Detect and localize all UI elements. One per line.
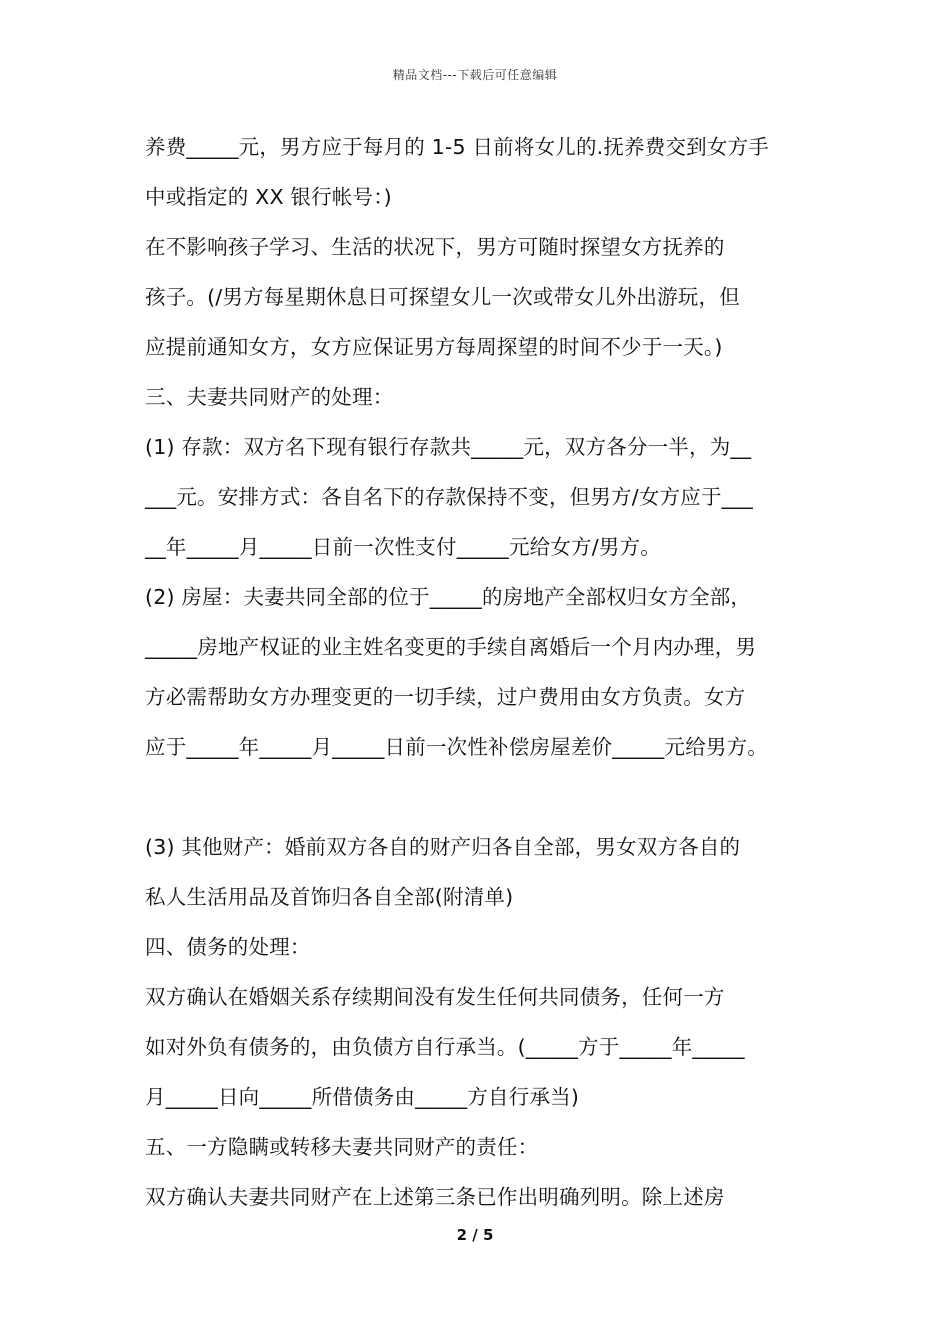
text-line: ___元。安排方式：各自名下的存款保持不变，但男方/女方应于___ — [145, 485, 754, 509]
text-line: 私人生活用品及首饰归各自全部(附清单) — [145, 885, 514, 909]
blank-line — [145, 772, 825, 822]
text-line: 月_____日向_____所借债务由_____方自行承当) — [145, 1085, 580, 1109]
text-line: 方必需帮助女方办理变更的一切手续，过户费用由女方负责。女方 — [145, 685, 746, 709]
text-line: 应于_____年_____月_____日前一次性补偿房屋差价_____元给男方。 — [145, 735, 768, 759]
text-line: 在不影响孩子学习、生活的状况下，男方可随时探望女方抚养的 — [145, 235, 725, 259]
text-line: (2) 房屋：夫妻共同全部的位于_____的房地产全部权归女方全部， — [145, 585, 752, 609]
page-header: 精品文档---下载后可任意编辑 — [392, 68, 558, 82]
section-heading: 四、债务的处理： — [145, 935, 311, 959]
text-line: __年_____月_____日前一次性支付_____元给女方/男方。 — [145, 535, 661, 559]
text-line: 双方确认夫妻共同财产在上述第三条已作出明确列明。除上述房 — [145, 1185, 725, 1209]
text-line: 孩子。(/男方每星期休息日可探望女儿一次或带女儿外出游玩，但 — [145, 285, 740, 309]
text-line: (3) 其他财产：婚前双方各自的财产归各自全部，男女双方各自的 — [145, 835, 741, 859]
text-line: _____房地产权证的业主姓名变更的手续自离婚后一个月内办理，男 — [145, 635, 757, 659]
text-line: 双方确认在婚姻关系存续期间没有发生任何共同债务，任何一方 — [145, 985, 725, 1009]
text-line: (1) 存款：双方名下现有银行存款共_____元，双方各分一半，为__ — [145, 435, 752, 459]
page-number: 2 / 5 — [456, 1226, 494, 1244]
section-heading: 五、一方隐瞒或转移夫妻共同财产的责任： — [145, 1135, 539, 1159]
text-line: 中或指定的 XX 银行帐号：) — [145, 185, 392, 209]
text-line: 应提前通知女方，女方应保证男方每周探望的时间不少于一天。) — [145, 335, 723, 359]
section-heading: 三、夫妻共同财产的处理： — [145, 385, 394, 409]
document-body — [145, 122, 825, 1222]
text-line: 养费_____元，男方应于每月的 1-5 日前将女儿的.抚养费交到女方手 — [145, 135, 769, 159]
text-line: 如对外负有债务的，由负债方自行承当。(_____方于_____年_____ — [145, 1035, 745, 1059]
